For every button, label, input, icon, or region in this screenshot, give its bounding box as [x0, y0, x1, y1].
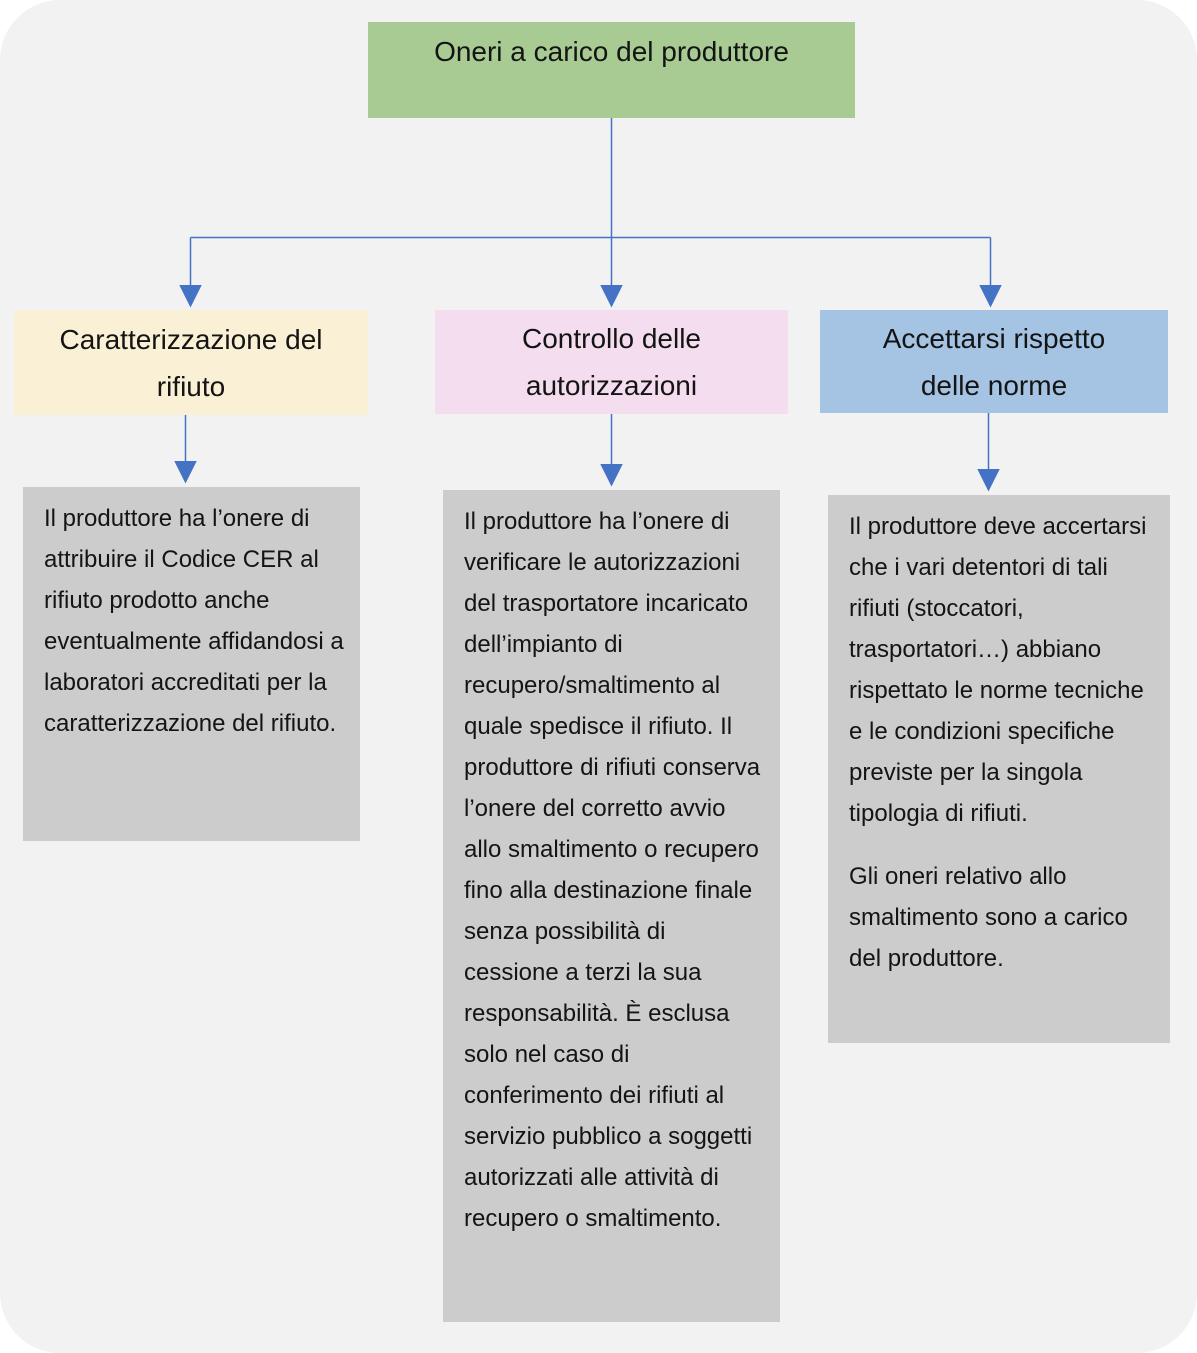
- branch-node-label: Accettarsi rispetto delle norme: [882, 322, 1106, 401]
- paragraph: Il produttore ha l’onere di attribuire il Codice CER al rifiuto prodotto anche eventualmente affidandosi a laboratori accreditati per la caratterizzazione del rifiuto.: [44, 505, 344, 737]
- paragraph: Il produttore ha l’onere di verificare le autorizzazioni del trasportatore incaricato dell’impianto di recupero/smaltimento al quale spedisce il rifiuto. Il produttore di rifiuti conserva l’onere del corretto avvio allo smaltimento o recupero fino alla destinazione finale senza possibilità di cessione a terzi la sua responsabilità. È esclusa solo nel caso di conferimento dei rifiuti al servizio pubblico a soggetti autorizzati alle attività di recupero o smaltimento.: [464, 508, 761, 1232]
- paragraph: Gli oneri relativo allo smaltimento sono a carico del produttore.: [849, 863, 1128, 972]
- detail-box-controllo-autorizzazioni: [443, 490, 780, 1322]
- branch-node-caratterizzazione: [14, 310, 368, 415]
- branch-node-label: Caratterizzazione del rifiuto: [59, 323, 323, 402]
- detail-box-accettarsi-norme: [828, 495, 1170, 1043]
- root-node-oneri-produttore: [368, 22, 855, 118]
- branch-node-accettarsi-norme: [820, 310, 1168, 413]
- branch-node-controllo-autorizzazioni: [435, 310, 788, 414]
- detail-box-caratterizzazione: [23, 487, 360, 841]
- branch-node-label: Controllo delle autorizzazioni: [522, 323, 701, 401]
- root-node-label: Oneri a carico del produttore: [434, 36, 789, 67]
- paragraph: Il produttore deve accertarsi che i vari detentori di tali rifiuti (stoccatori, trasportatori…) abbiano rispettato le norme tecniche e le condizioni specifiche previste per la singola tipologia di rifiuti.: [849, 513, 1147, 827]
